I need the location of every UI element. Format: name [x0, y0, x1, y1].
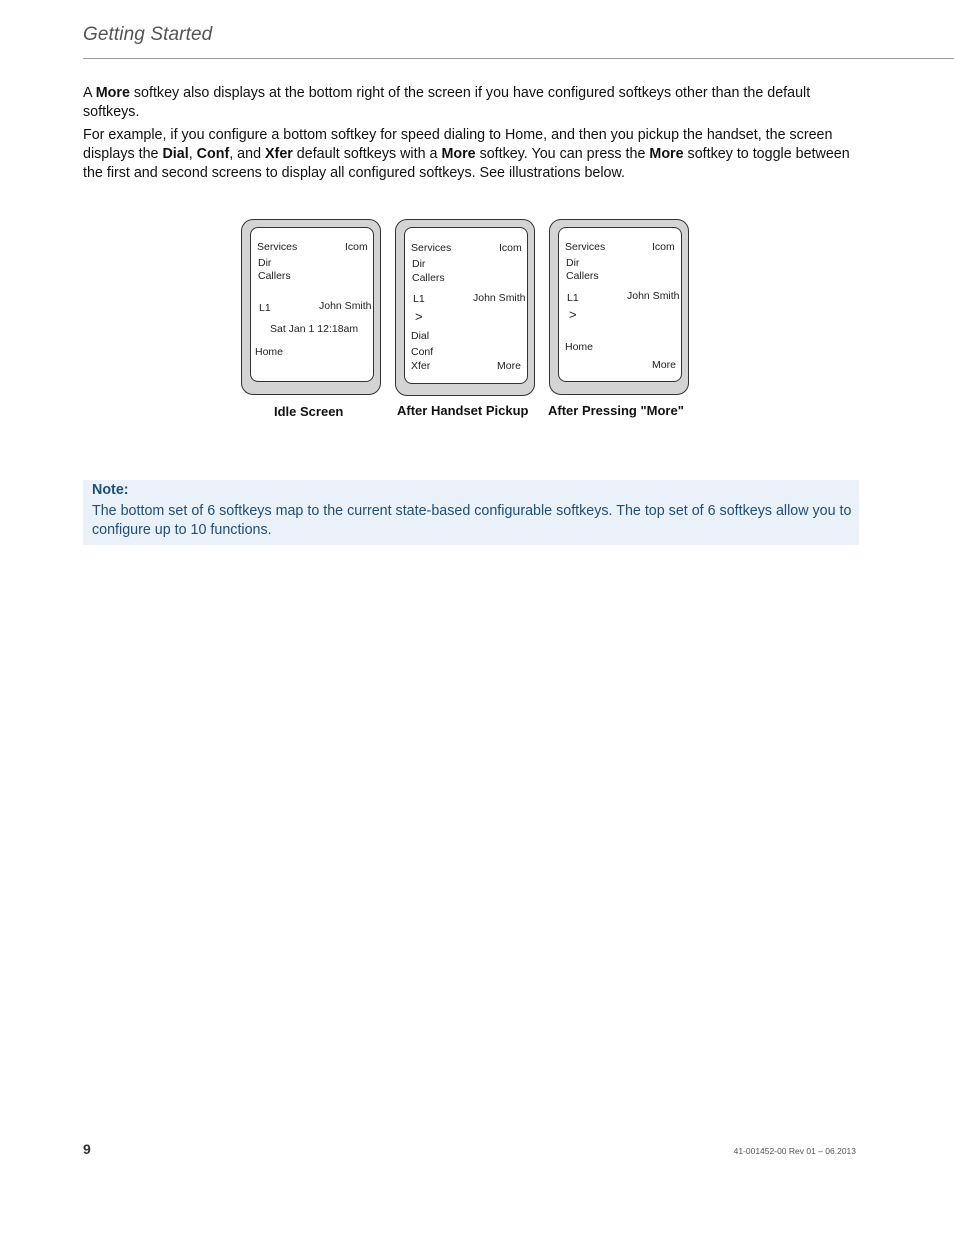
softkey-dir: Dir: [566, 257, 580, 269]
paragraph-more-softkey: [83, 84, 868, 122]
text-run: A: [83, 85, 96, 101]
phone-illustration-idle: [241, 219, 381, 395]
phone-screen: [250, 227, 374, 382]
line-label: L1: [259, 302, 271, 314]
softkey-xfer: Xfer: [411, 360, 431, 372]
softkey-more: More: [497, 360, 521, 372]
chevron-right-icon: >: [415, 309, 423, 324]
page-number: 9: [83, 1141, 91, 1157]
softkey-icom: Icom: [652, 241, 675, 253]
text-run: ,: [188, 146, 197, 162]
text-run: softkey also displays at the bottom right of the screen if you have configured softkeys other than the default softkeys.: [83, 85, 811, 120]
header-divider: [83, 58, 954, 59]
softkey-dial: Dial: [411, 330, 430, 342]
caption-after-pickup: After Handset Pickup: [397, 403, 529, 418]
text-run: , and: [229, 146, 266, 162]
document-id: 41-001452-00 Rev 01 – 06.2013: [733, 1146, 856, 1156]
softkey-home: Home: [565, 341, 594, 353]
softkey-icom: Icom: [499, 242, 522, 254]
bold-term: Xfer: [265, 146, 293, 162]
paragraph-example: [83, 126, 868, 183]
phone-illustration-more: [549, 219, 689, 395]
caller-name: John Smith: [319, 300, 372, 312]
softkey-callers: Callers: [566, 270, 599, 282]
date-time: Sat Jan 1 12:18am: [270, 323, 359, 335]
text-run: softkey to toggle between the first and second screens to display all configured softkeys. See illustrations below.: [83, 146, 850, 181]
softkey-more: More: [652, 359, 676, 371]
softkey-dir: Dir: [258, 257, 272, 269]
text-run: default softkeys with a: [292, 146, 442, 162]
softkey-services: Services: [565, 241, 606, 253]
caption-idle-screen: Idle Screen: [274, 404, 344, 419]
bold-term: More: [649, 146, 684, 162]
phone-screen: [404, 227, 528, 384]
softkey-dir: Dir: [412, 258, 426, 270]
caller-name: John Smith: [473, 292, 526, 304]
bold-term: Conf: [196, 146, 230, 162]
bold-term: Dial: [162, 146, 189, 162]
note-title: Note:: [92, 482, 129, 498]
phone-illustration-pickup: [395, 219, 535, 396]
chevron-right-icon: >: [569, 307, 577, 322]
softkey-home: Home: [255, 346, 284, 358]
text-run: For example, if you configure a bottom softkey for speed dialing to Home, and then you pickup the handset, the screen displays the: [83, 127, 833, 162]
caller-name: John Smith: [627, 290, 680, 302]
bold-term: More: [441, 146, 476, 162]
phone-screen: [558, 227, 682, 382]
line-label: L1: [413, 293, 425, 305]
softkey-conf: Conf: [411, 346, 434, 358]
line-label: L1: [567, 292, 579, 304]
caption-after-more: After Pressing "More": [548, 403, 684, 418]
softkey-icom: Icom: [345, 241, 368, 253]
note-text: The bottom set of 6 softkeys map to the current state-based configurable softkeys. The top set of 6 softkeys allow you to configure up to 10 functions.: [92, 503, 852, 538]
softkey-services: Services: [257, 241, 298, 253]
softkey-callers: Callers: [412, 272, 445, 284]
softkey-callers: Callers: [258, 270, 291, 282]
section-title: Getting Started: [83, 24, 213, 45]
text-run: softkey. You can press the: [475, 146, 650, 162]
softkey-services: Services: [411, 242, 452, 254]
bold-term: More: [95, 85, 130, 101]
